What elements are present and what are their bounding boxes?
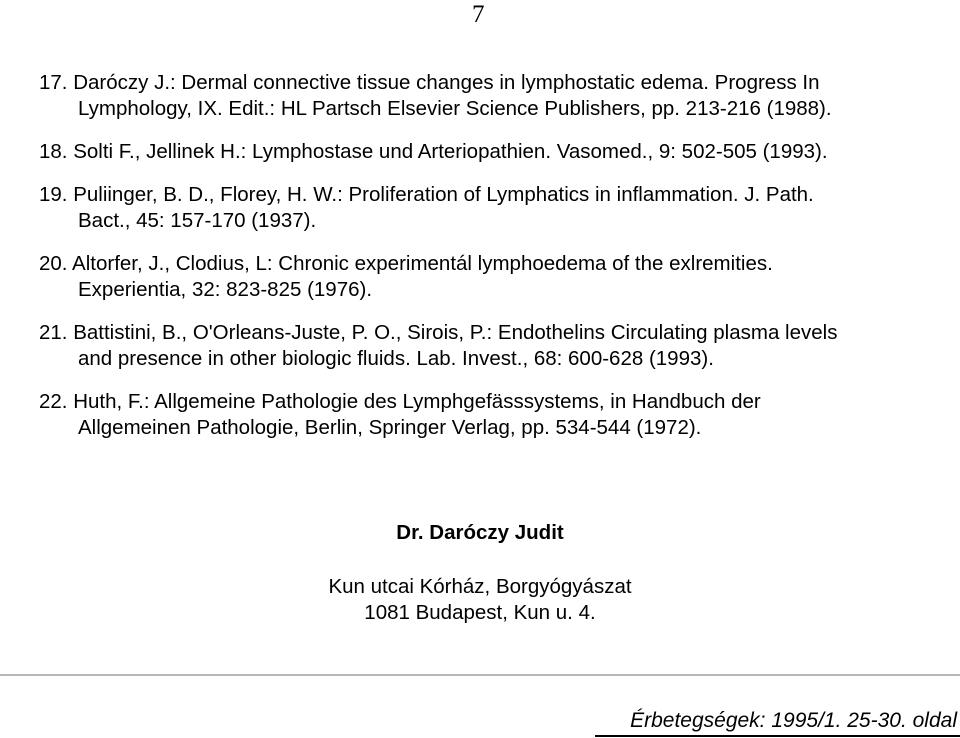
reference-line: Lymphology, IX. Edit.: HL Partsch Elsevier Science Publishers, pp. 213-216 (1988).	[78, 97, 832, 120]
footer-citation: Érbetegségek: 1995/1. 25-30. oldal	[630, 709, 957, 732]
footer-underline	[595, 735, 960, 737]
reference-item-19	[39, 182, 959, 234]
author-name: Dr. Daróczy Judit	[396, 521, 564, 544]
reference-item-21	[39, 320, 959, 372]
reference-list	[39, 70, 959, 458]
reference-item-22	[39, 389, 959, 441]
reference-line: Experientia, 32: 823-825 (1976).	[78, 278, 373, 301]
reference-item-20	[39, 251, 959, 303]
reference-line: 20. Altorfer, J., Clodius, L: Chronic experimentál lymphoedema of the exlremities.	[39, 252, 773, 275]
footer-divider	[0, 674, 960, 676]
reference-line: and presence in other biologic fluids. Lab. Invest., 68: 600-628 (1993).	[78, 347, 714, 370]
reference-line: Bact., 45: 157-170 (1937).	[78, 209, 317, 232]
reference-line: 17. Daróczy J.: Dermal connective tissue changes in lymphostatic edema. Progress In	[39, 71, 820, 94]
reference-line: 19. Puliinger, B. D., Florey, H. W.: Proliferation of Lymphatics in inflammation. J. Path.	[39, 183, 814, 206]
reference-item-18	[39, 139, 959, 165]
reference-line: 22. Huth, F.: Allgemeine Pathologie des Lymphgefässsystems, in Handbuch der	[39, 390, 761, 413]
reference-line: Allgemeinen Pathologie, Berlin, Springer Verlag, pp. 534-544 (1972).	[78, 416, 702, 439]
author-address	[0, 574, 960, 626]
address-line-institution: Kun utcai Kórház, Borgyógyászat	[328, 575, 632, 598]
page-number: 7	[472, 1, 485, 28]
reference-item-17	[39, 70, 959, 122]
address-line-street: 1081 Budapest, Kun u. 4.	[364, 601, 596, 624]
reference-line: 18. Solti F., Jellinek H.: Lymphostase und Arteriopathien. Vasomed., 9: 502-505 (1993).	[39, 140, 828, 163]
reference-line: 21. Battistini, B., O'Orleans-Juste, P. O., Sirois, P.: Endothelins Circulating plasma levels	[39, 321, 838, 344]
